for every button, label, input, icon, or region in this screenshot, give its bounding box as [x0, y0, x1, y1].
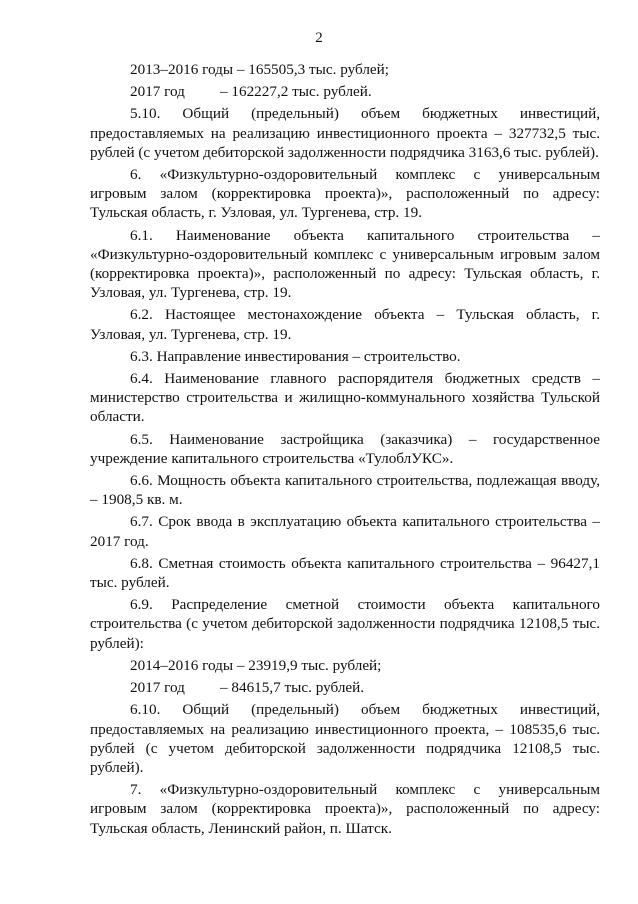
funding-line-text: 2014–2016 годы – 23919,9 тыс. рублей; [130, 656, 382, 674]
paragraph-7: 7. «Физкультурно-оздоровительный комплекс с универсальным игровым залом (корректировка проекта)», расположенный по адресу: Тульская область, Ленинский район, п. Шатск. [90, 781, 600, 837]
funding-line-2013-2016 [130, 60, 600, 79]
paragraph-6-7: 6.7. Срок ввода в эксплуатацию объекта капитального строительства – 2017 год. [90, 513, 600, 550]
paragraph-6-10: 6.10. Общий (предельный) объем бюджетных инвестиций, предоставляемых на реализацию инвестиционного проекта, – 108535,6 тыс. рублей (с учетом дебиторской задолженности подрядчика 12108,5 тыс. рублей). [90, 701, 600, 776]
paragraph-6-4: 6.4. Наименование главного распорядителя бюджетных средств – министерство строительства и жилищно-коммунального хозяйства Тульской области. [90, 370, 600, 426]
paragraph-6: 6. «Физкультурно-оздоровительный комплекс с универсальным игровым залом (корректировка проекта)», расположенный по адресу: Тульская область, г. Узловая, ул. Тургенева, стр. 19. [90, 166, 600, 222]
paragraph-6-5: 6.5. Наименование застройщика (заказчика) – государственное учреждение капитального строительства «ТулоблУКС». [90, 430, 600, 467]
page-number: 2 [315, 30, 323, 46]
paragraph-6-2: 6.2. Настоящее местонахождение объекта – Тульская область, г. Узловая, ул. Тургенева, стр. 19. [90, 306, 600, 343]
funding-year-label: 2017 год [130, 83, 185, 101]
funding-year-value: – 84615,7 тыс. рублей. [220, 679, 365, 697]
funding-line-2017-b [130, 678, 600, 697]
paragraph-6-1: 6.1. Наименование объекта капитального строительства – «Физкультурно-оздоровительный комплекс с универсальным игровым залом (корректировка проекта)», расположенный по адресу: Тульская область, г. Узловая, ул. Тургенева, стр. 19. [90, 226, 600, 302]
paragraph-6-6: 6.6. Мощность объекта капитального строительства, подлежащая вводу, – 1908,5 кв. м. [90, 472, 600, 509]
funding-year-label: 2017 год [130, 679, 185, 697]
document-body [90, 60, 600, 841]
funding-line-2014-2016 [130, 656, 600, 675]
paragraph-5-10: 5.10. Общий (предельный) объем бюджетных инвестиций, предоставляемых на реализацию инвестиционного проекта – 327732,5 тыс. рублей (с учетом дебиторской задолженности подрядчика 3163,6 тыс. рублей). [90, 105, 600, 161]
paragraph-6-9: 6.9. Распределение сметной стоимости объекта капитального строительства (с учетом дебиторской задолженности подрядчика 12108,5 тыс. рублей): [90, 596, 600, 652]
funding-year-value: – 162227,2 тыс. рублей. [220, 83, 372, 101]
paragraph-6-8: 6.8. Сметная стоимость объекта капитального строительства – 96427,1 тыс. рублей. [90, 554, 600, 592]
funding-line-text: 2013–2016 годы – 165505,3 тыс. рублей; [130, 61, 389, 78]
paragraph-6-3: 6.3. Направление инвестирования – строительство. [130, 347, 461, 365]
funding-line-2017 [130, 82, 600, 101]
